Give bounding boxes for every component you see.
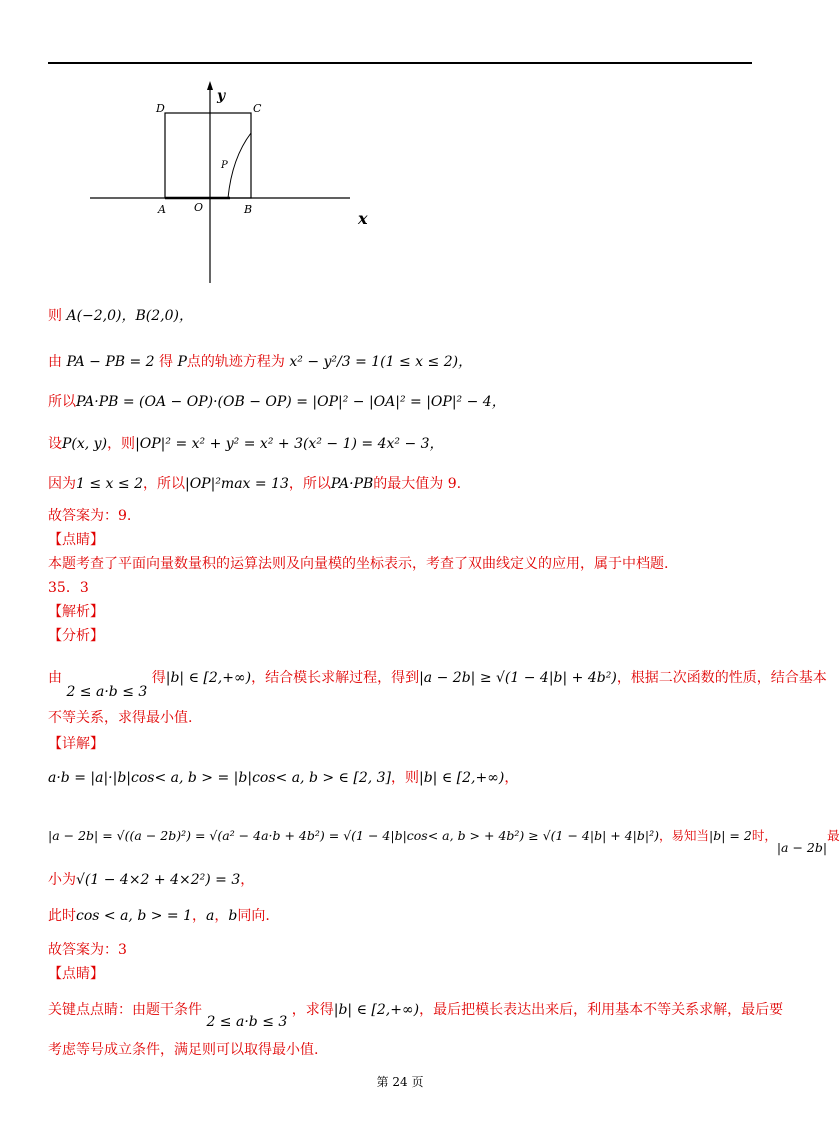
line-3: 所以PA·PB = (OA − OP)·(OB − OP) = |OP|² − |OA|² = |OP|² − 4， [48,394,506,410]
label-d: D [156,102,165,115]
label-a: A [158,203,166,216]
header-rule [48,62,752,64]
line-6: 故答案为：9. [48,508,132,524]
line-1: 则 A(−2,0)，B(2,0)， [48,308,193,324]
line-18: 此时cos < a, b > = 1，a，b同向. [48,908,270,924]
coordinate-figure [80,78,380,288]
formula: ，B(2,0)， [121,308,193,324]
formula: |b| = 2 [709,828,752,843]
line-16: |a − 2b| = √((a − 2b)²) = √(a² − 4a·b + 4b²) = √(1 − 4|b|cos< a, b > + 4b²) ≥ √(1 − 4|b| + 4|b|²)，易知当|b| = 2时，|a − 2b|最 [48,828,840,855]
formula: x² − y²/3 = 1(1 ≤ x ≤ 2)， [289,354,473,370]
formula: 1 ≤ x ≤ 2 [76,476,143,492]
line-4: 设P(x, y)，则|OP|² = x² + y² = x² + 3(x² − 1) = 4x² − 3， [48,436,444,452]
formula: PA·PB = (OA − OP)·(OB − OP) = |OP|² − |OA|² = |OP|² − 4， [76,394,506,410]
formula: 2 ≤ a·b ≤ 3 [206,1014,288,1030]
formula: cos < a, b > = 1 [76,908,193,924]
formula: √(1 − 4×2 + 4×2²) = 3 [76,872,241,888]
formula: |b| ∈ [2,+∞) [333,1002,420,1018]
formula: P(x, y) [62,436,108,452]
formula: |OP|²max = 13 [184,476,289,492]
formula: A(−2,0) [66,308,122,324]
formula: PA·PB [330,476,374,492]
section-heading: 【分析】 [48,628,104,644]
label-x: x [358,209,368,228]
formula: P [177,354,187,370]
formula: |a − 2b| = √((a − 2b)²) = √(a² − 4a·b + 4b²) = √(1 − 4|b|cos< a, b > + 4b²) ≥ √(1 − 4|b| + 4|b|²) [48,828,659,843]
formula: 2 ≤ a·b ≤ 3 [66,684,148,700]
line-5: 因为1 ≤ x ≤ 2，所以|OP|²max = 13，所以PA·PB的最大值为 9. [48,476,462,492]
formula: |a − 2b| [776,840,828,855]
formula: |a − 2b| ≥ √(1 − 4|b| + 4b²) [419,670,617,686]
page-number: 第 24 页 [376,1075,424,1089]
formula: a [206,908,215,924]
section-heading: 【解析】 [48,604,104,620]
line-22: 考虑等号成立条件，满足则可以取得最小值. [48,1042,319,1058]
formula: |b| ∈ [2,+∞) [419,770,505,786]
line-2: 由 PA − PB = 2 得 P点的轨迹方程为 x² − y²/3 = 1(1 ≤ x ≤ 2)， [48,354,473,370]
line-21: 关键点点睛：由题干条件 2 ≤ a·b ≤ 3 ，求得|b| ∈ [2,+∞)，最后把模长表达出来后，利用基本不等关系求解，最后要 [48,1002,784,1030]
label-p: P [221,160,228,171]
label-o: O [194,201,204,214]
formula: a·b = |a|·|b|cos< a, b > = |b|cos< a, b > ∈ [2, 3] [48,770,391,786]
section-heading: 【点睛】 [48,966,104,982]
line-19: 故答案为：3 [48,942,127,958]
line-8: 本题考查了平面向量数量积的运算法则及向量模的坐标表示，考查了双曲线定义的应用，属于中档题. [48,556,669,572]
trajectory-curve [228,133,251,198]
formula: PA − PB = 2 [66,354,155,370]
section-heading: 【详解】 [48,736,104,752]
y-axis-arrow-icon [207,81,213,90]
formula: |OP|² = x² + y² = x² + 3(x² − 1) = 4x² − 3， [135,436,444,452]
section-heading: 【点睛】 [48,532,104,548]
label-b: B [244,203,253,216]
label-c: C [253,102,262,115]
formula: |b| ∈ [2,+∞) [165,670,252,686]
line-12: 由 2 ≤ a·b ≤ 3 得|b| ∈ [2,+∞)，结合模长求解过程，得到|a − 2b| ≥ √(1 − 4|b| + 4b²)，根据二次函数的性质，结合基本 [48,670,827,700]
line-17: 小为√(1 − 4×2 + 4×2²) = 3， [48,872,255,888]
question-number: 35．3 [48,580,89,596]
label-y: y [217,88,226,104]
line-13: 不等关系，求得最小值. [48,710,193,726]
formula: b [228,908,238,924]
line-15: a·b = |a|·|b|cos< a, b > = |b|cos< a, b > ∈ [2, 3]，则|b| ∈ [2,+∞)， [48,770,519,786]
